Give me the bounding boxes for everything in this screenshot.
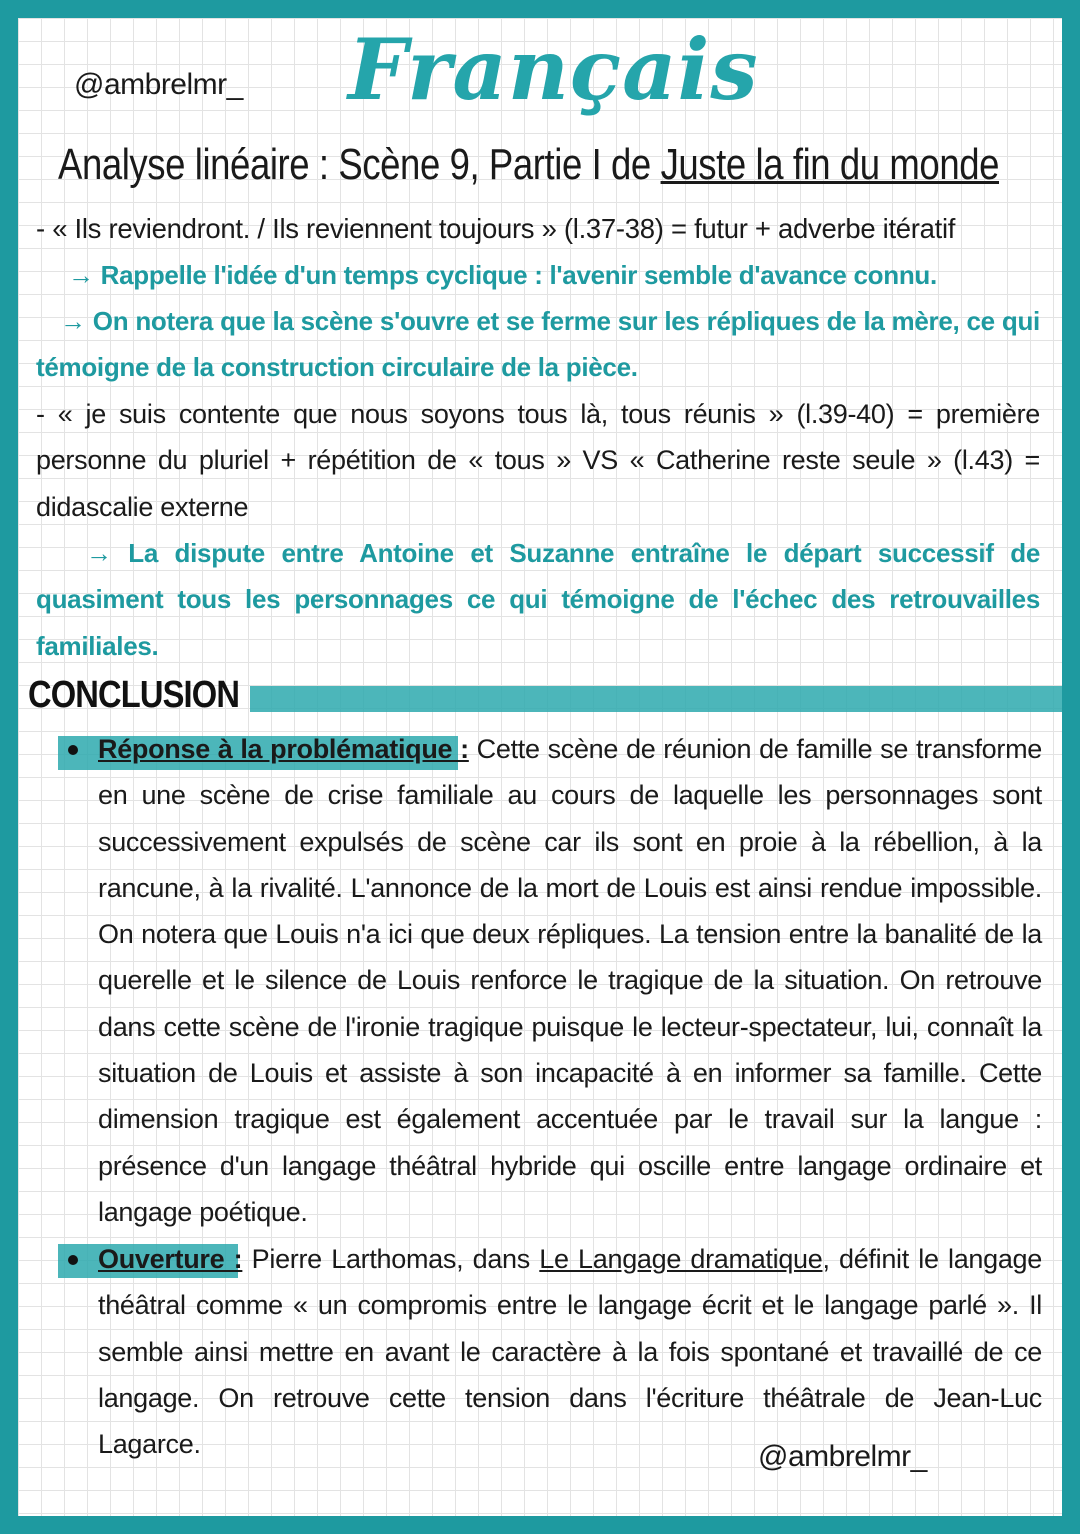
opening-text-2: , définit le langage théâtral comme « un compromis entre le langage écrit et le langage parlé ». Il semble ainsi mettre en avant le caractère à la fois spontané et travaillé de ce langage. On retrouve cette tension dans l'écriture théâtrale de Jean-Luc Lagarce. bbox=[98, 1244, 1042, 1460]
subtitle bbox=[58, 140, 1000, 190]
opening-label: Ouverture : bbox=[98, 1244, 243, 1274]
analysis-point-2: - « je suis contente que nous soyons tous là, tous réunis » (l.39-40) = première personne du pluriel + répétition de « tous » VS « Catherine reste seule » (l.43) = didascalie externe bbox=[36, 399, 1040, 522]
conclusion-heading-bar bbox=[250, 686, 1062, 712]
conclusion-heading: CONCLUSION bbox=[28, 674, 240, 716]
bullet-answer bbox=[68, 745, 78, 755]
answer-text: Cette scène de réunion de famille se transforme en une scène de crise familiale au cours de laquelle les personnages sont successivement expulsés de scène car ils sont en proie à la rébellion, à la rancune, à la rivalité. L'annonce de la mort de Louis est ainsi rendue impossible. On notera que Louis n'a ici que deux répliques. La tension entre la banalité de la querelle et le silence de Louis renforce le tragique de la situation. On retrouve dans cette scène de l'ironie tragique puisque le lecteur-spectateur, lui, connaît la situation de Louis et assiste à son incapacité à en informer sa famille. Cette dimension tragique est également accentuée par le travail sur la langue : présence d'un langage théâtral hybride qui oscille entre langage ordinaire et langage poétique. bbox=[98, 734, 1042, 1227]
subtitle-work-title: Juste la fin du monde bbox=[660, 140, 1000, 189]
conclusion-answer bbox=[98, 726, 1042, 1235]
bullet-opening bbox=[68, 1255, 78, 1265]
author-handle-bottom: @ambrelmr_ bbox=[758, 1440, 927, 1473]
page-title: Français bbox=[348, 20, 759, 119]
subtitle-prefix: Analyse linéaire : Scène 9, Partie I de bbox=[58, 140, 661, 189]
conclusion-opening bbox=[98, 1236, 1042, 1467]
answer-label: Réponse à la problématique : bbox=[98, 734, 469, 764]
opening-text-1: Pierre Larthomas, dans bbox=[242, 1244, 540, 1274]
analysis-point-1-arrow-1: → Rappelle l'idée d'un temps cyclique : l'avenir semble d'avance connu. bbox=[68, 260, 937, 290]
opening-book-title: Le Langage dramatique bbox=[539, 1244, 823, 1274]
analysis-point-1: - « Ils reviendront. / Ils reviennent toujours » (l.37-38) = futur + adverbe itératif bbox=[36, 213, 956, 244]
analysis-point-1-arrow-2: → On notera que la scène s'ouvre et se ferme sur les répliques de la mère, ce qui témoigne de la construction circulaire de la pièce. bbox=[36, 306, 1040, 383]
author-handle-top: @ambrelmr_ bbox=[74, 68, 243, 101]
note-sheet bbox=[18, 18, 1062, 1516]
analysis-point-2-arrow: → La dispute entre Antoine et Suzanne entraîne le départ successif de quasiment tous les personnages ce qui témoigne de l'échec des retrouvailles familiales. bbox=[36, 538, 1040, 661]
